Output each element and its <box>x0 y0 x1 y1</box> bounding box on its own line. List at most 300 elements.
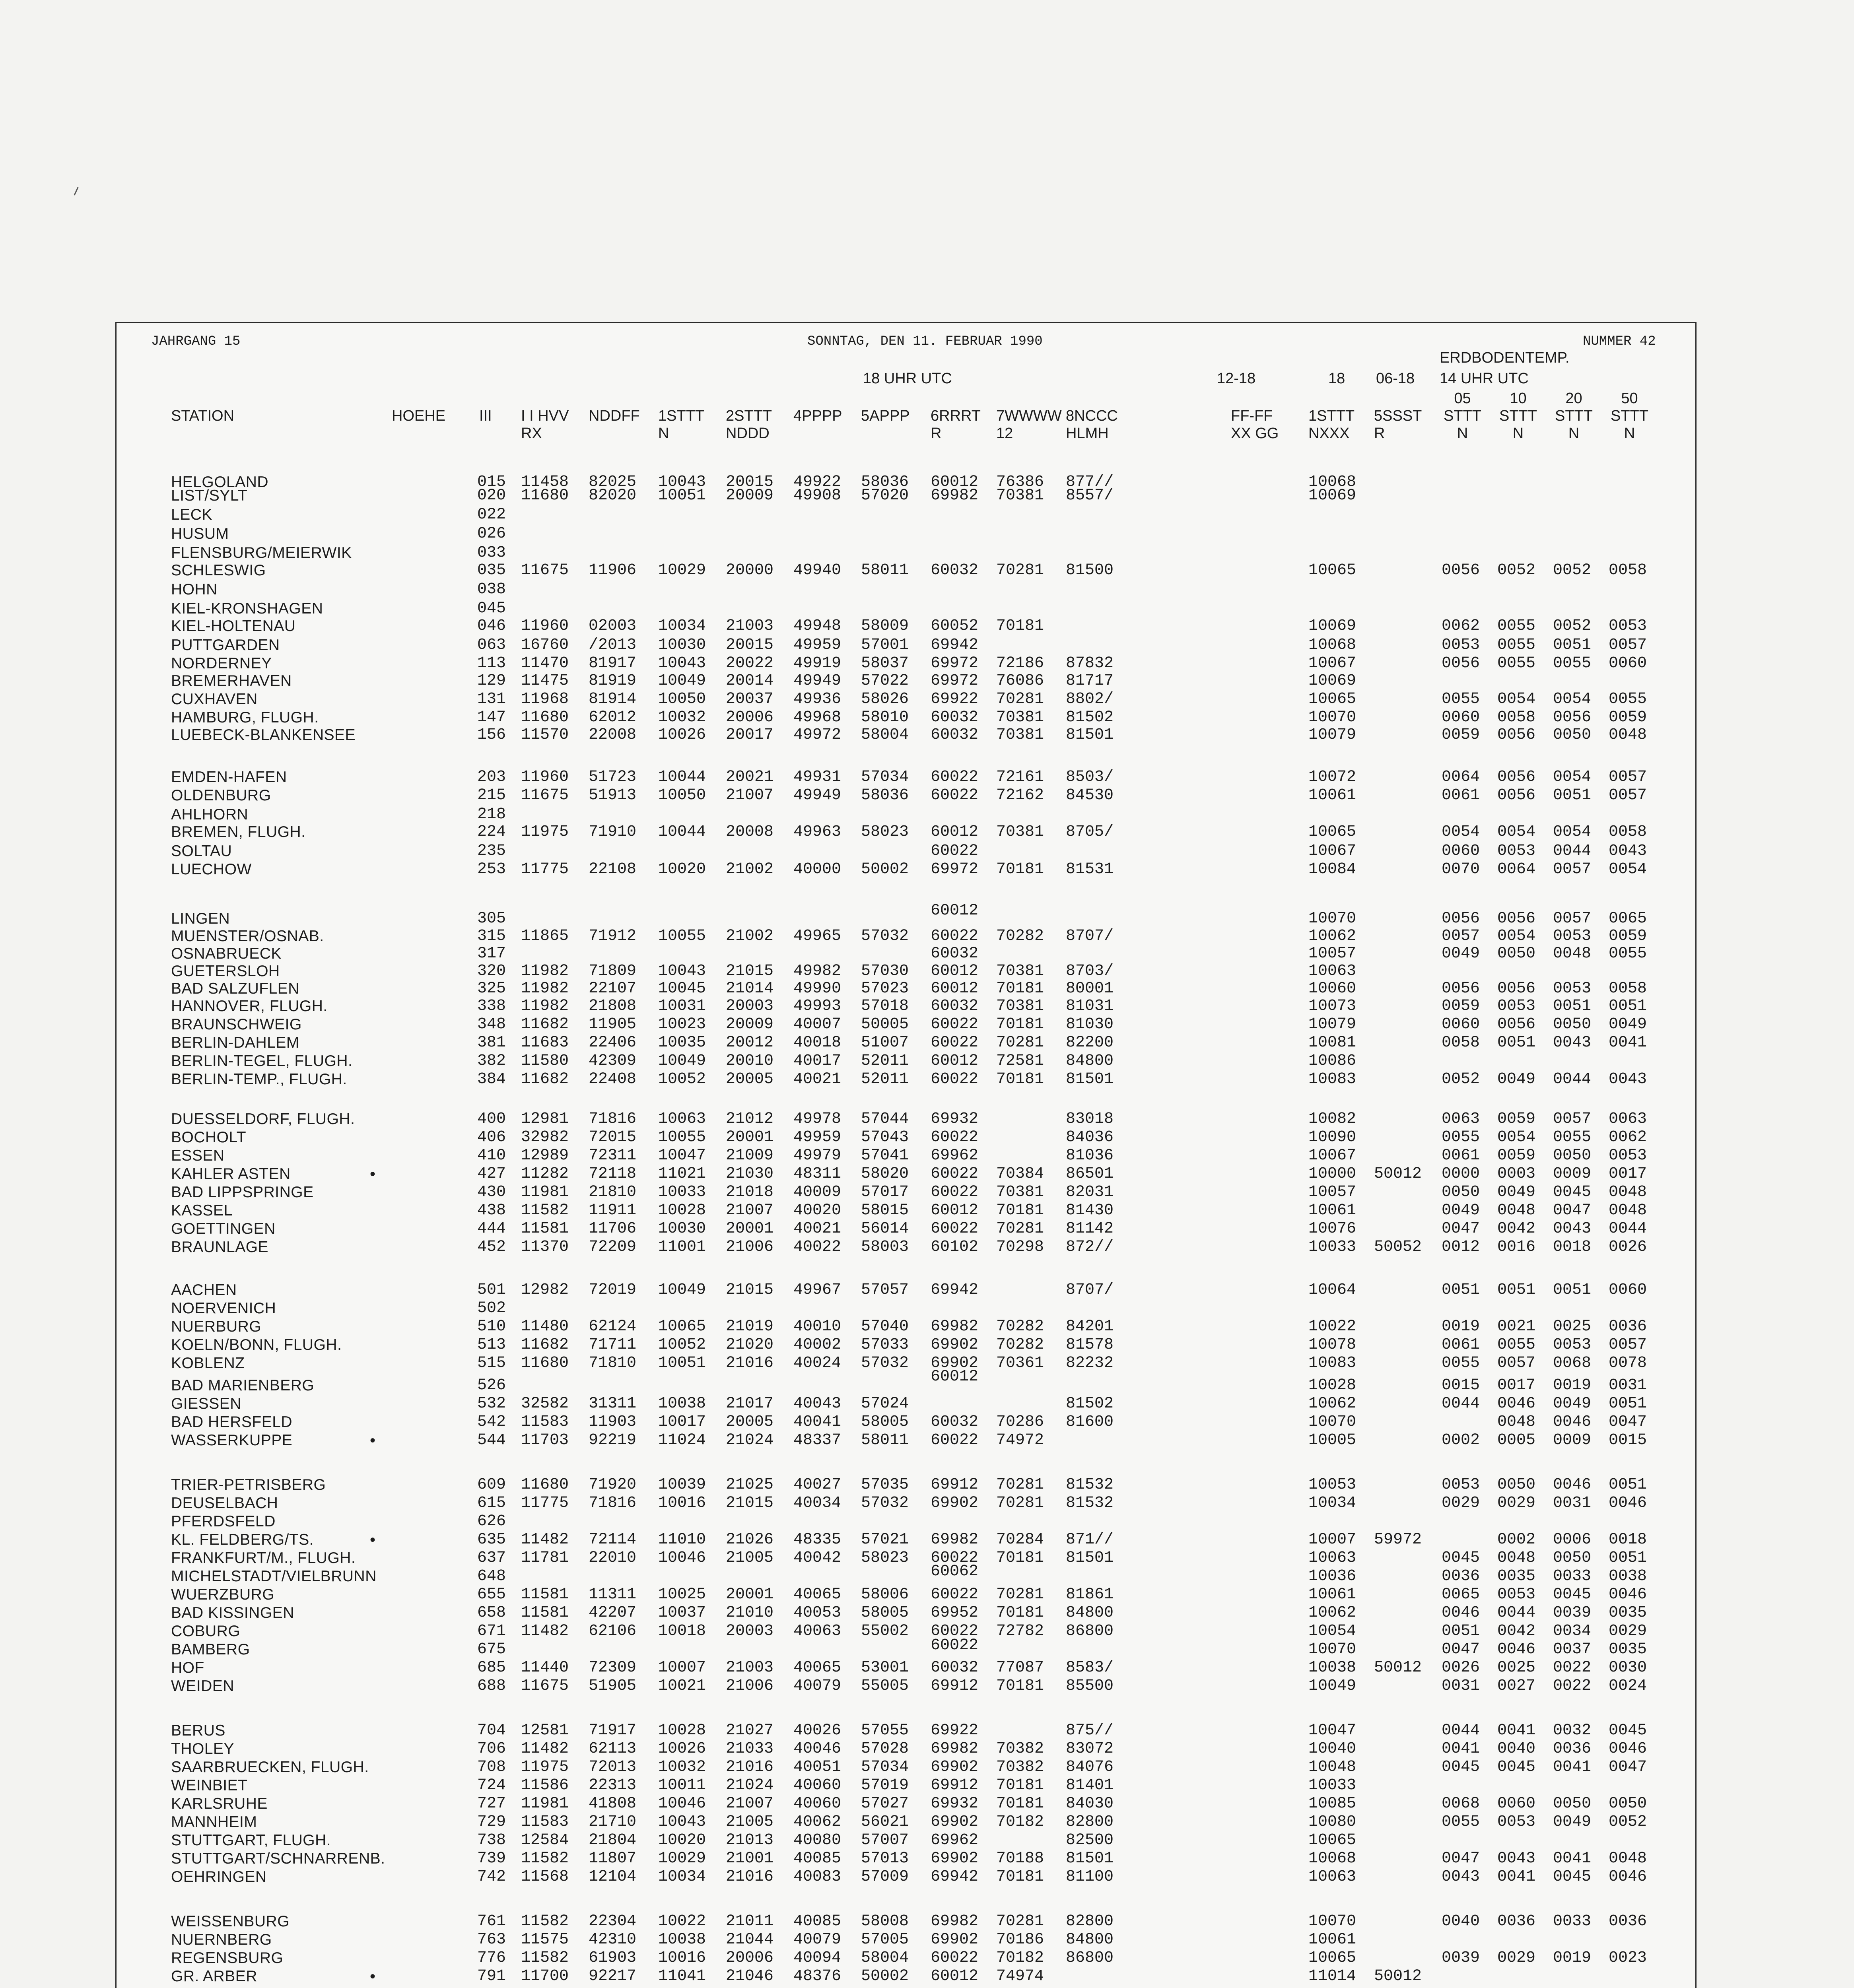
station-name: GIESSEN <box>171 1395 241 1412</box>
obs-group: 10035 <box>658 1034 706 1052</box>
obs-group-b: 0057 <box>1553 910 1592 928</box>
obs-group-b: 0033 <box>1553 1912 1592 1930</box>
obs-group: 69972 <box>931 654 979 672</box>
obs-group: 60022 <box>931 1586 979 1604</box>
obs-group-b: 0042 <box>1497 1220 1536 1238</box>
obs-group: 22304 <box>589 1912 637 1930</box>
obs-group-b: 0017 <box>1609 1165 1647 1183</box>
station-name: NORDERNEY <box>171 655 272 672</box>
obs-group: 72162 <box>996 786 1044 804</box>
obs-group: 69982 <box>931 1740 979 1758</box>
obs-group: 60032 <box>931 1659 979 1677</box>
obs-group: 21001 <box>726 1850 774 1868</box>
obs-group: 20010 <box>726 1052 774 1070</box>
obs-group-b: 10062 <box>1308 1395 1356 1413</box>
obs-group-b: 0041 <box>1497 1722 1536 1740</box>
obs-group: 21710 <box>589 1813 637 1831</box>
obs-group-b: 0058 <box>1609 980 1647 998</box>
obs-group: 40027 <box>793 1476 841 1494</box>
station-name: LIST/SYLT <box>171 487 248 504</box>
obs-group-b: 0031 <box>1553 1494 1592 1512</box>
station-id: 156 <box>477 726 506 744</box>
station-name: THOLEY <box>171 1740 235 1757</box>
obs-group: 16760 <box>521 636 569 654</box>
obs-group-b: 50052 <box>1374 1238 1422 1256</box>
station-id: 675 <box>477 1640 506 1658</box>
obs-group-b: 0026 <box>1609 1238 1647 1256</box>
station-id: 215 <box>477 786 506 804</box>
station-name: BAD MARIENBERG <box>171 1377 315 1394</box>
obs-group-b: 0050 <box>1553 1549 1592 1567</box>
station-id: 348 <box>477 1015 506 1033</box>
obs-group-b: 0035 <box>1497 1567 1536 1585</box>
obs-group: 72161 <box>996 768 1044 786</box>
obs-group: 10034 <box>658 617 706 635</box>
obs-group-b: 0044 <box>1442 1395 1480 1413</box>
station-id: 020 <box>477 487 506 505</box>
obs-group: 10037 <box>658 1604 706 1622</box>
obs-group-b: 10083 <box>1308 1354 1356 1372</box>
obs-group: 12584 <box>521 1831 569 1849</box>
obs-group-b: 0065 <box>1609 910 1647 928</box>
obs-group: 60052 <box>931 617 979 635</box>
obs-group: 48337 <box>793 1431 841 1449</box>
obs-group: 80001 <box>1066 980 1114 998</box>
obs-group: 81914 <box>589 690 637 708</box>
obs-group-b: 10063 <box>1308 1549 1356 1567</box>
station-id: 113 <box>477 654 506 672</box>
obs-group: 21804 <box>589 1831 637 1849</box>
obs-group-b: 10084 <box>1308 860 1356 878</box>
obs-group: 21019 <box>726 1318 774 1336</box>
obs-group: 49959 <box>793 636 841 654</box>
obs-group: 40042 <box>793 1549 841 1567</box>
station-id: 729 <box>477 1813 506 1831</box>
station-id: 317 <box>477 945 506 963</box>
obs-group-b: 10061 <box>1308 1931 1356 1949</box>
obs-group: 70298 <box>996 1238 1044 1256</box>
obs-group: 58006 <box>861 1586 909 1604</box>
station-id: 739 <box>477 1850 506 1868</box>
obs-group-b: 0050 <box>1609 1795 1647 1813</box>
obs-group: 71917 <box>589 1722 637 1740</box>
obs-group-b: 0060 <box>1497 1795 1536 1813</box>
obs-group: 20021 <box>726 768 774 786</box>
obs-group-b: 0045 <box>1497 1758 1536 1776</box>
obs-group-b: 0046 <box>1609 1868 1647 1886</box>
obs-group: 11021 <box>658 1165 706 1183</box>
obs-group: 49922 <box>793 473 841 491</box>
obs-group: 42310 <box>589 1931 637 1949</box>
station-id: 658 <box>477 1604 506 1622</box>
obs-group: 70282 <box>996 927 1044 945</box>
obs-group: 69982 <box>931 487 979 505</box>
obs-group: 41808 <box>589 1795 637 1813</box>
obs-group: 81578 <box>1066 1336 1114 1354</box>
obs-group-b: 10033 <box>1308 1776 1356 1794</box>
station-id: 384 <box>477 1070 506 1088</box>
obs-group: 71816 <box>589 1494 637 1512</box>
obs-group: 81501 <box>1066 1549 1114 1567</box>
obs-group: 21016 <box>726 1354 774 1372</box>
station-name: BERUS <box>171 1722 225 1739</box>
obs-group: 12989 <box>521 1147 569 1165</box>
obs-group-b: 0056 <box>1553 709 1592 726</box>
obs-group: 40020 <box>793 1202 841 1219</box>
station-id: 430 <box>477 1183 506 1201</box>
obs-group: 57018 <box>861 997 909 1015</box>
obs-group: 58020 <box>861 1165 909 1183</box>
obs-group: 11041 <box>658 1967 706 1985</box>
obs-group: 21020 <box>726 1336 774 1354</box>
obs-group-b: 10057 <box>1308 1183 1356 1201</box>
obs-group: 20012 <box>726 1034 774 1052</box>
obs-group: 70384 <box>996 1165 1044 1183</box>
obs-group-b: 10068 <box>1308 473 1356 491</box>
obs-group-b: 0051 <box>1497 1281 1536 1299</box>
obs-group: 20008 <box>726 823 774 841</box>
obs-group: 70186 <box>996 1931 1044 1949</box>
station-id: 791 <box>477 1967 506 1985</box>
obs-group: 21046 <box>726 1967 774 1985</box>
obs-group: 49978 <box>793 1110 841 1128</box>
station-id: 129 <box>477 672 506 690</box>
obs-group: 21030 <box>726 1165 774 1183</box>
obs-group-b: 10067 <box>1308 842 1356 860</box>
obs-group: 11582 <box>521 1850 569 1868</box>
obs-group: 40085 <box>793 1912 841 1930</box>
obs-group: 81501 <box>1066 726 1114 744</box>
obs-group: 21018 <box>726 1183 774 1201</box>
obs-group-b: 10090 <box>1308 1128 1356 1146</box>
obs-group: 58003 <box>861 1238 909 1256</box>
obs-group: 81502 <box>1066 1395 1114 1413</box>
mountain-station-marker: • <box>370 1432 376 1449</box>
obs-group-b: 0057 <box>1609 786 1647 804</box>
station-id: 615 <box>477 1494 506 1512</box>
obs-group-b: 0033 <box>1553 1567 1592 1585</box>
obs-group: 69982 <box>931 1912 979 1930</box>
obs-group-b: 0047 <box>1609 1758 1647 1776</box>
station-id: 035 <box>477 561 506 579</box>
obs-group: 82232 <box>1066 1354 1114 1372</box>
obs-group: 57034 <box>861 1758 909 1776</box>
obs-group: 10025 <box>658 1586 706 1604</box>
obs-group: 40079 <box>793 1677 841 1695</box>
obs-group: 40085 <box>793 1850 841 1868</box>
obs-group: 11807 <box>589 1850 637 1868</box>
station-name: HOF <box>171 1659 204 1676</box>
obs-group: 21009 <box>726 1147 774 1165</box>
obs-group: 10029 <box>658 561 706 579</box>
obs-group-b: 0062 <box>1442 617 1480 635</box>
obs-group: 69942 <box>931 636 979 654</box>
obs-group: 62113 <box>589 1740 637 1758</box>
obs-group: 10044 <box>658 768 706 786</box>
obs-group: 32982 <box>521 1128 569 1146</box>
obs-group-b: 0052 <box>1442 1070 1480 1088</box>
obs-group: 21017 <box>726 1395 774 1413</box>
obs-group-b: 0056 <box>1497 980 1536 998</box>
obs-group-b: 10083 <box>1308 1070 1356 1088</box>
obs-group: 12982 <box>521 1281 569 1299</box>
obs-group: 70181 <box>996 860 1044 878</box>
obs-group-b: 10048 <box>1308 1758 1356 1776</box>
obs-group: 69902 <box>931 1494 979 1512</box>
obs-group: 49936 <box>793 690 841 708</box>
obs-group: 8707/ <box>1066 1281 1114 1299</box>
obs-group: 11568 <box>521 1868 569 1886</box>
station-name: DEUSELBACH <box>171 1495 278 1512</box>
station-name: HOHN <box>171 581 218 598</box>
obs-group-b: 0048 <box>1497 1549 1536 1567</box>
obs-group-b: 0049 <box>1609 1015 1647 1033</box>
obs-group-b: 0036 <box>1497 1912 1536 1930</box>
station-name: KASSEL <box>171 1202 233 1219</box>
obs-group: 58004 <box>861 726 909 744</box>
station-name: KARLSRUHE <box>171 1795 268 1812</box>
obs-group-b: 0036 <box>1553 1740 1592 1758</box>
obs-group-b: 10076 <box>1308 1220 1356 1238</box>
obs-group: 49990 <box>793 980 841 998</box>
obs-group: 58008 <box>861 1912 909 1930</box>
obs-group: 70281 <box>996 1494 1044 1512</box>
station-id: 704 <box>477 1722 506 1740</box>
obs-group-b: 0046 <box>1553 1413 1592 1431</box>
obs-group-b: 10068 <box>1308 636 1356 654</box>
obs-group: 60012 <box>931 823 979 841</box>
obs-group-b: 0059 <box>1442 726 1480 744</box>
station-id: 708 <box>477 1758 506 1776</box>
obs-group-b: 0048 <box>1609 726 1647 744</box>
obs-group: 11024 <box>658 1431 706 1449</box>
obs-group: 71711 <box>589 1336 637 1354</box>
station-id: 203 <box>477 768 506 786</box>
obs-group: 21007 <box>726 1202 774 1219</box>
obs-group: 70181 <box>996 1868 1044 1886</box>
obs-group: 21003 <box>726 1659 774 1677</box>
obs-group-b: 0021 <box>1497 1318 1536 1336</box>
obs-group: 11675 <box>521 561 569 579</box>
obs-group: 10063 <box>658 1110 706 1128</box>
obs-group: 21015 <box>726 1494 774 1512</box>
obs-group-b: 0055 <box>1553 654 1592 672</box>
obs-group-b: 0019 <box>1553 1949 1592 1967</box>
station-name: GR. ARBER <box>171 1968 257 1985</box>
obs-group: 58023 <box>861 1549 909 1567</box>
station-name: BREMEN, FLUGH. <box>171 823 306 841</box>
obs-group: 81532 <box>1066 1476 1114 1494</box>
obs-group-b: 0036 <box>1609 1318 1647 1336</box>
obs-group: 60012 <box>931 902 979 920</box>
obs-group: 11581 <box>521 1220 569 1238</box>
obs-group: 60022 <box>931 1183 979 1201</box>
obs-group-b: 10065 <box>1308 1831 1356 1849</box>
obs-group: 10030 <box>658 636 706 654</box>
obs-group: 81142 <box>1066 1220 1114 1238</box>
station-name: KIEL-KRONSHAGEN <box>171 600 323 617</box>
obs-group: 72015 <box>589 1128 637 1146</box>
obs-group-b: 0038 <box>1609 1567 1647 1585</box>
obs-group: 81100 <box>1066 1868 1114 1886</box>
obs-group: 11865 <box>521 927 569 945</box>
obs-group: 71810 <box>589 1354 637 1372</box>
obs-group: 81919 <box>589 672 637 690</box>
obs-group-b: 10000 <box>1308 1165 1356 1183</box>
obs-group-b: 0056 <box>1442 654 1480 672</box>
obs-group: 11680 <box>521 709 569 726</box>
station-id: 382 <box>477 1052 506 1070</box>
station-id: 063 <box>477 636 506 654</box>
obs-group-b: 10063 <box>1308 962 1356 980</box>
obs-group: 70382 <box>996 1758 1044 1776</box>
obs-group-b: 0056 <box>1497 1015 1536 1033</box>
obs-group: 10049 <box>658 1281 706 1299</box>
obs-group: 21013 <box>726 1831 774 1849</box>
obs-group: 12581 <box>521 1722 569 1740</box>
station-id: 045 <box>477 600 506 617</box>
obs-group: 69982 <box>931 1318 979 1336</box>
station-name: WEIDEN <box>171 1677 234 1695</box>
obs-group-b: 0056 <box>1497 768 1536 786</box>
obs-group-b: 0052 <box>1497 561 1536 579</box>
obs-group: 82200 <box>1066 1034 1114 1052</box>
obs-group-b: 0051 <box>1497 1034 1536 1052</box>
obs-group: 60102 <box>931 1238 979 1256</box>
station-name: NUERNBERG <box>171 1931 272 1948</box>
obs-group-b: 0059 <box>1497 1147 1536 1165</box>
obs-group: 77087 <box>996 1659 1044 1677</box>
station-name: HANNOVER, FLUGH. <box>171 998 328 1015</box>
obs-group: 11706 <box>589 1220 637 1238</box>
obs-group: 10046 <box>658 1795 706 1813</box>
obs-group-b: 0078 <box>1609 1354 1647 1372</box>
obs-group: 62124 <box>589 1318 637 1336</box>
obs-group-b: 0054 <box>1553 768 1592 786</box>
obs-group-b: 0002 <box>1442 1431 1480 1449</box>
obs-group: 60022 <box>931 1431 979 1449</box>
obs-group: 11440 <box>521 1659 569 1677</box>
obs-group-b: 0058 <box>1497 709 1536 726</box>
obs-group: 20015 <box>726 473 774 491</box>
obs-group-b: 0012 <box>1442 1238 1480 1256</box>
obs-group: 11968 <box>521 690 569 708</box>
obs-group: 60012 <box>931 1052 979 1070</box>
obs-group-b: 10080 <box>1308 1813 1356 1831</box>
obs-group-b: 0057 <box>1553 1110 1592 1128</box>
obs-group: 11982 <box>521 962 569 980</box>
station-name: MANNHEIM <box>171 1813 257 1831</box>
obs-group: 10045 <box>658 980 706 998</box>
obs-group: 60022 <box>931 1220 979 1238</box>
station-name: KOBLENZ <box>171 1355 245 1372</box>
obs-group-b: 0000 <box>1442 1165 1480 1183</box>
obs-group-b: 10062 <box>1308 1604 1356 1622</box>
obs-group-b: 10078 <box>1308 1336 1356 1354</box>
station-name: NOERVENICH <box>171 1300 276 1317</box>
obs-group: 20001 <box>726 1586 774 1604</box>
obs-group-b: 10070 <box>1308 709 1356 726</box>
station-name: BERLIN-TEMP., FLUGH. <box>171 1071 347 1088</box>
obs-group-b: 0024 <box>1609 1677 1647 1695</box>
station-name: SCHLESWIG <box>171 562 266 579</box>
obs-group: 49940 <box>793 561 841 579</box>
obs-group: 70381 <box>996 997 1044 1015</box>
obs-group-b: 0051 <box>1442 1622 1480 1640</box>
obs-group-b: 10073 <box>1308 997 1356 1015</box>
obs-group: 81502 <box>1066 709 1114 726</box>
obs-group: 57033 <box>861 1336 909 1354</box>
station-name: BAD LIPPSPRINGE <box>171 1184 314 1201</box>
obs-group-b: 10069 <box>1308 617 1356 635</box>
obs-group: 58026 <box>861 690 909 708</box>
obs-group: 72209 <box>589 1238 637 1256</box>
obs-group: 22107 <box>589 980 637 998</box>
station-name: NUERBURG <box>171 1318 262 1335</box>
obs-group: 10023 <box>658 1015 706 1033</box>
obs-group: 21010 <box>726 1604 774 1622</box>
obs-group: 57055 <box>861 1722 909 1740</box>
obs-group-b: 10063 <box>1308 1868 1356 1886</box>
obs-group-b: 0054 <box>1497 1128 1536 1146</box>
obs-group: 20022 <box>726 654 774 672</box>
obs-group: 40007 <box>793 1015 841 1033</box>
obs-group: 69902 <box>931 1758 979 1776</box>
obs-group: 11975 <box>521 823 569 841</box>
obs-group: 10049 <box>658 672 706 690</box>
obs-group: 60012 <box>931 1967 979 1985</box>
obs-group: 11583 <box>521 1413 569 1431</box>
obs-group: 49948 <box>793 617 841 635</box>
obs-group-b: 0043 <box>1442 1868 1480 1886</box>
obs-group-b: 59972 <box>1374 1531 1422 1549</box>
obs-group-b: 0059 <box>1442 997 1480 1015</box>
obs-group: 81501 <box>1066 1850 1114 1868</box>
obs-group-b: 0054 <box>1497 927 1536 945</box>
obs-group: 21016 <box>726 1868 774 1886</box>
obs-group: 81030 <box>1066 1015 1114 1033</box>
obs-group: 11311 <box>589 1586 637 1604</box>
obs-group-b: 10022 <box>1308 1318 1356 1336</box>
obs-group-b: 0029 <box>1609 1622 1647 1640</box>
obs-group-b: 0053 <box>1553 1336 1592 1354</box>
obs-group-b: 0057 <box>1553 860 1592 878</box>
obs-group: 10044 <box>658 823 706 841</box>
obs-group-b: 0017 <box>1497 1376 1536 1394</box>
obs-group-b: 0019 <box>1442 1318 1480 1336</box>
obs-group-b: 10068 <box>1308 1850 1356 1868</box>
mountain-station-marker: • <box>370 1968 376 1985</box>
obs-group: 82500 <box>1066 1831 1114 1849</box>
obs-group-b: 0022 <box>1553 1677 1592 1695</box>
obs-group: 10034 <box>658 1868 706 1886</box>
obs-group-b: 0019 <box>1553 1376 1592 1394</box>
obs-group-b: 50012 <box>1374 1967 1422 1985</box>
obs-group: 11480 <box>521 1318 569 1336</box>
obs-group-b: 0041 <box>1497 1868 1536 1886</box>
obs-group: 40041 <box>793 1413 841 1431</box>
obs-group-b: 10069 <box>1308 487 1356 505</box>
obs-group: 62012 <box>589 709 637 726</box>
obs-group: 11680 <box>521 1354 569 1372</box>
obs-group: 58015 <box>861 1202 909 1219</box>
obs-group: 21015 <box>726 1281 774 1299</box>
station-id: 438 <box>477 1202 506 1219</box>
obs-group-b: 0053 <box>1497 997 1536 1015</box>
station-name: KIEL-HOLTENAU <box>171 617 296 635</box>
obs-group: 11675 <box>521 1677 569 1695</box>
obs-group: 71912 <box>589 927 637 945</box>
